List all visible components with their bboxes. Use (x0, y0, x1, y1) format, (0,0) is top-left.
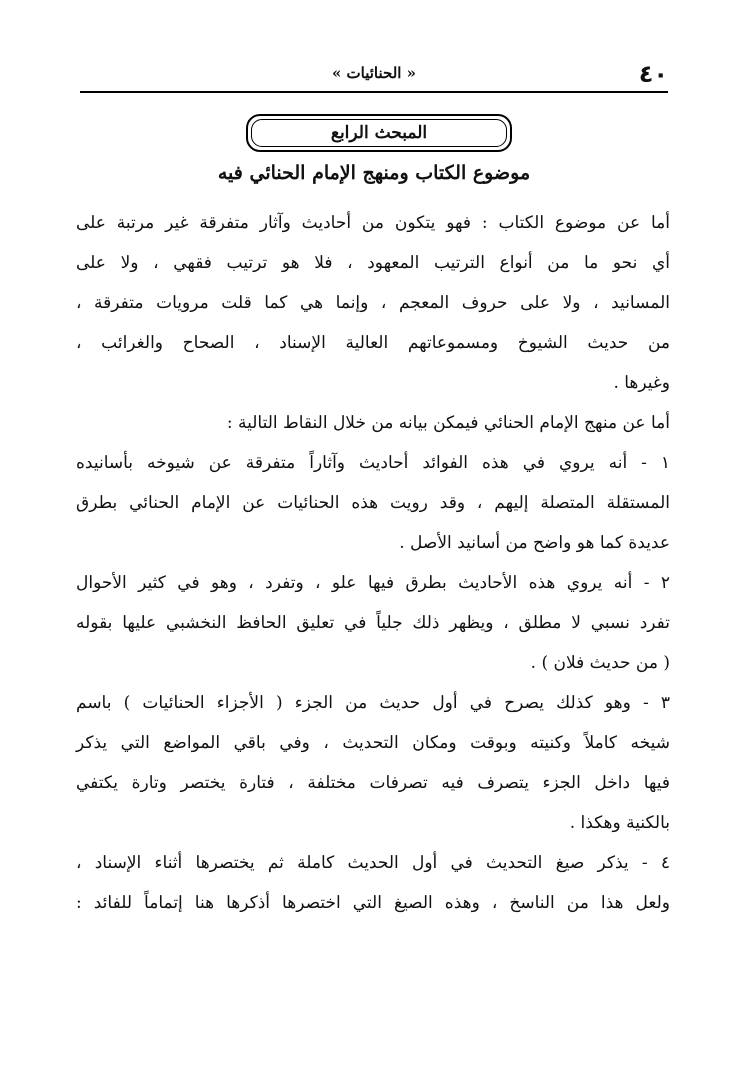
running-title: « الحنائيات » (331, 64, 417, 82)
section-heading: المبحث الرابع (251, 119, 507, 147)
section-heading-frame (246, 114, 512, 152)
text-line: المسانيد ، ولا على حروف المعجم ، وإنما هي كما قلت مرويات متفرقة ، (76, 293, 670, 313)
body-text (76, 203, 670, 923)
text-line: فيها داخل الجزء يتصرف فيه تصرفات مختلفة ، فتارة يختصر وتارة يكتفي (76, 773, 670, 793)
text-line: من حديث الشيوخ ومسموعاتهم العالية الإسناد ، الصحاح والغرائب ، (76, 333, 670, 353)
text-line: بالكنية وهكذا . (569, 813, 670, 833)
text-line: ٤ - يذكر صيغ التحديث في أول الحديث كاملة ثم يختصرها أثناء الإسناد ، (76, 853, 670, 873)
text-line: ٣ - وهو كذلك يصرح في أول حديث من الجزء ( الأجزاء الحنائيات ) باسم (76, 693, 670, 713)
text-line: شيخه كاملاً وكنيته وبوقت ومكان التحديث ، وفي باقي المواضع التي يذكر (76, 733, 670, 753)
text-line: المستقلة المتصلة إليهم ، وقد رويت هذه الحنائيات عن الإمام الحنائي بطرق (76, 493, 670, 513)
text-line: أما عن منهج الإمام الحنائي فيمكن بيانه من خلال النقاط التالية : (226, 413, 670, 433)
text-line: ١ - أنه يروي في هذه الفوائد أحاديث وآثاراً متفرقة عن شيوخه بأسانيده (76, 453, 670, 473)
text-line: أي نحو ما من أنواع الترتيب المعهود ، فلا هو ترتيب فقهي ، ولا على (76, 253, 670, 273)
text-line: أما عن موضوع الكتاب : فهو يتكون من أحاديث وآثار متفرقة غير مرتبة على (76, 213, 670, 233)
page-number: ٤٠ (638, 60, 668, 88)
section-subtitle: موضوع الكتاب ومنهج الإمام الحنائي فيه (217, 162, 531, 184)
text-line: وغيرها . (613, 373, 670, 393)
text-line: عديدة كما هو واضح من أسانيد الأصل . (399, 533, 670, 553)
header-rule (80, 91, 668, 93)
text-line: تفرد نسبي لا مطلق ، ويظهر ذلك جلياً في تعليق الحافظ النخشبي عليها بقوله (76, 613, 670, 633)
text-line: ولعل هذا من الناسخ ، وهذه الصيغ التي اختصرها أذكرها هنا إتماماً للفائد : (76, 893, 670, 913)
page-header (80, 58, 668, 92)
text-line: ٢ - أنه يروي هذه الأحاديث بطرق فيها علو ، وتفرد ، وهو في كثير الأحوال (76, 573, 670, 593)
text-line: ( من حديث فلان ) . (530, 653, 670, 673)
